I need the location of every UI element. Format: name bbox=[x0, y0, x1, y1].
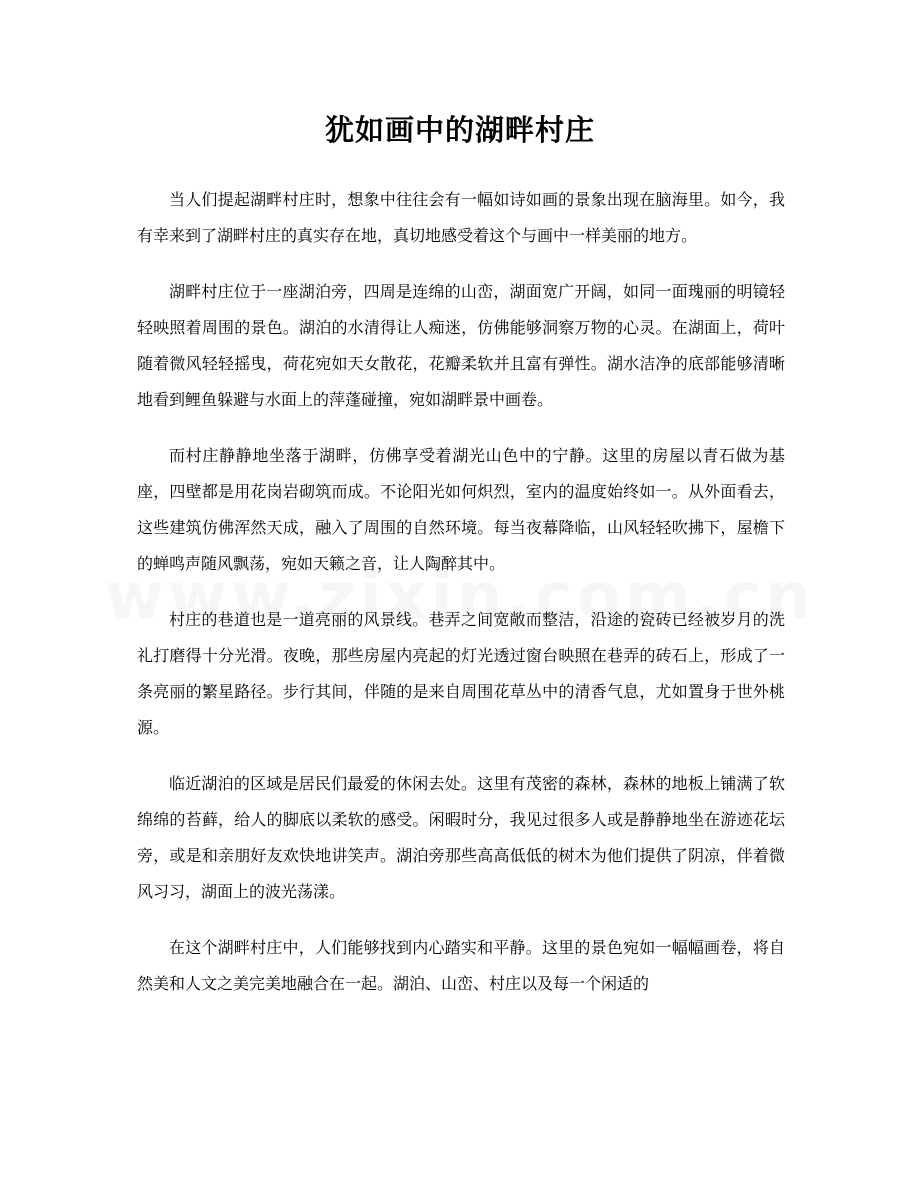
paragraph-4: 村庄的巷道也是一道亮丽的风景线。巷弄之间宽敞而整洁，沿途的瓷砖已经被岁月的洗礼打磨得十分光滑。夜晚，那些房屋内亮起的灯光透过窗台映照在巷弄的砖石上，形成了一条亮丽的繁星路径。步行其间，伴随的是来自周围花草丛中的清香气息，尤如置身于世外桃源。 bbox=[137, 610, 785, 737]
document-title: 犹如画中的湖畔村庄 bbox=[324, 113, 595, 147]
document-body bbox=[137, 182, 785, 1022]
paragraph-1: 当人们提起湖畔村庄时，想象中往往会有一幅如诗如画的景象出现在脑海里。如今，我有幸来到了湖畔村庄的真实存在地，真切地感受着这个与画中一样美丽的地方。 bbox=[137, 190, 785, 245]
paragraph-6: 在这个湖畔村庄中，人们能够找到内心踏实和平静。这里的景色宛如一幅幅画卷，将自然美和人文之美完美地融合在一起。湖泊、山峦、村庄以及每一个闲适的 bbox=[137, 938, 785, 993]
paragraph-3: 而村庄静静地坐落于湖畔，仿佛享受着湖光山色中的宁静。这里的房屋以青石做为基座，四壁都是用花岗岩砌筑而成。不论阳光如何炽烈，室内的温度始终如一。从外面看去，这些建筑仿佛浑然天成，融入了周围的自然环境。每当夜幕降临，山风轻轻吹拂下，屋檐下的蝉鸣声随风飘荡，宛如天籁之音，让人陶醉其中。 bbox=[137, 446, 785, 573]
paragraph-2: 湖畔村庄位于一座湖泊旁，四周是连绵的山峦，湖面宽广开阔，如同一面瑰丽的明镜轻轻映照着周围的景色。湖泊的水清得让人痴迷，仿佛能够洞察万物的心灵。在湖面上，荷叶随着微风轻轻摇曳，荷花宛如天女散花，花瓣柔软并且富有弹性。湖水洁净的底部能够清晰地看到鲤鱼躲避与水面上的萍蓬碰撞，宛如湖畔景中画卷。 bbox=[137, 282, 785, 409]
paragraph-5: 临近湖泊的区域是居民们最爱的休闲去处。这里有茂密的森林，森林的地板上铺满了软绵绵的苔藓，给人的脚底以柔软的感受。闲暇时分，我见过很多人或是静静地坐在游迹花坛旁，或是和亲朋好友欢快地讲笑声。湖泊旁那些高高低低的树木为他们提供了阴凉，伴着微风习习，湖面上的波光荡漾。 bbox=[137, 774, 785, 901]
